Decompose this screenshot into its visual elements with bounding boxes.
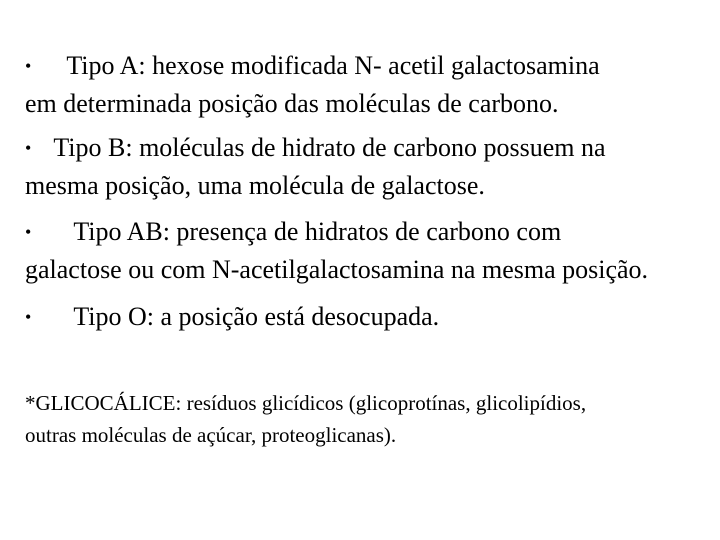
bullet-line-1 [25,129,606,167]
bullet-line-2: em determinada posição das moléculas de carbono. [25,89,559,118]
bullet-text: : moléculas de hidrato de carbono possuem na [125,133,606,162]
bullet-item-tipo-a [25,47,600,123]
bullet-term: Tipo A [66,51,139,80]
note-line-2: outras moléculas de açúcar, proteoglicanas). [25,423,397,447]
bullet-icon: • [25,307,32,328]
bullet-line-1 [25,213,648,251]
bullet-term: Tipo B [53,133,126,162]
bullet-icon: • [25,222,32,243]
bullet-text: : hexose modificada N- acetil galactosamina [138,51,600,80]
bullet-line-1 [25,47,600,85]
note-line-1: *GLICOCÁLICE: resíduos glicídicos (glicoprotínas, glicolipídios, [25,391,587,415]
bullet-item-tipo-o [25,298,439,336]
bullet-icon: • [25,138,32,159]
bullet-item-tipo-b [25,129,606,205]
bullet-term: Tipo AB [73,217,163,246]
bullet-term: Tipo O [73,302,147,331]
bullet-item-tipo-ab [25,213,648,289]
bullet-text: : presença de hidratos de carbono com [162,217,562,246]
bullet-line-1 [25,298,439,336]
bullet-text: : a posição está desocupada. [146,302,440,331]
bullet-line-2: galactose ou com N-acetilgalactosamina na mesma posição. [25,255,649,284]
bullet-line-2: mesma posição, uma molécula de galactose. [25,171,485,200]
bullet-icon: • [25,56,32,77]
glicocalice-note [25,387,586,451]
